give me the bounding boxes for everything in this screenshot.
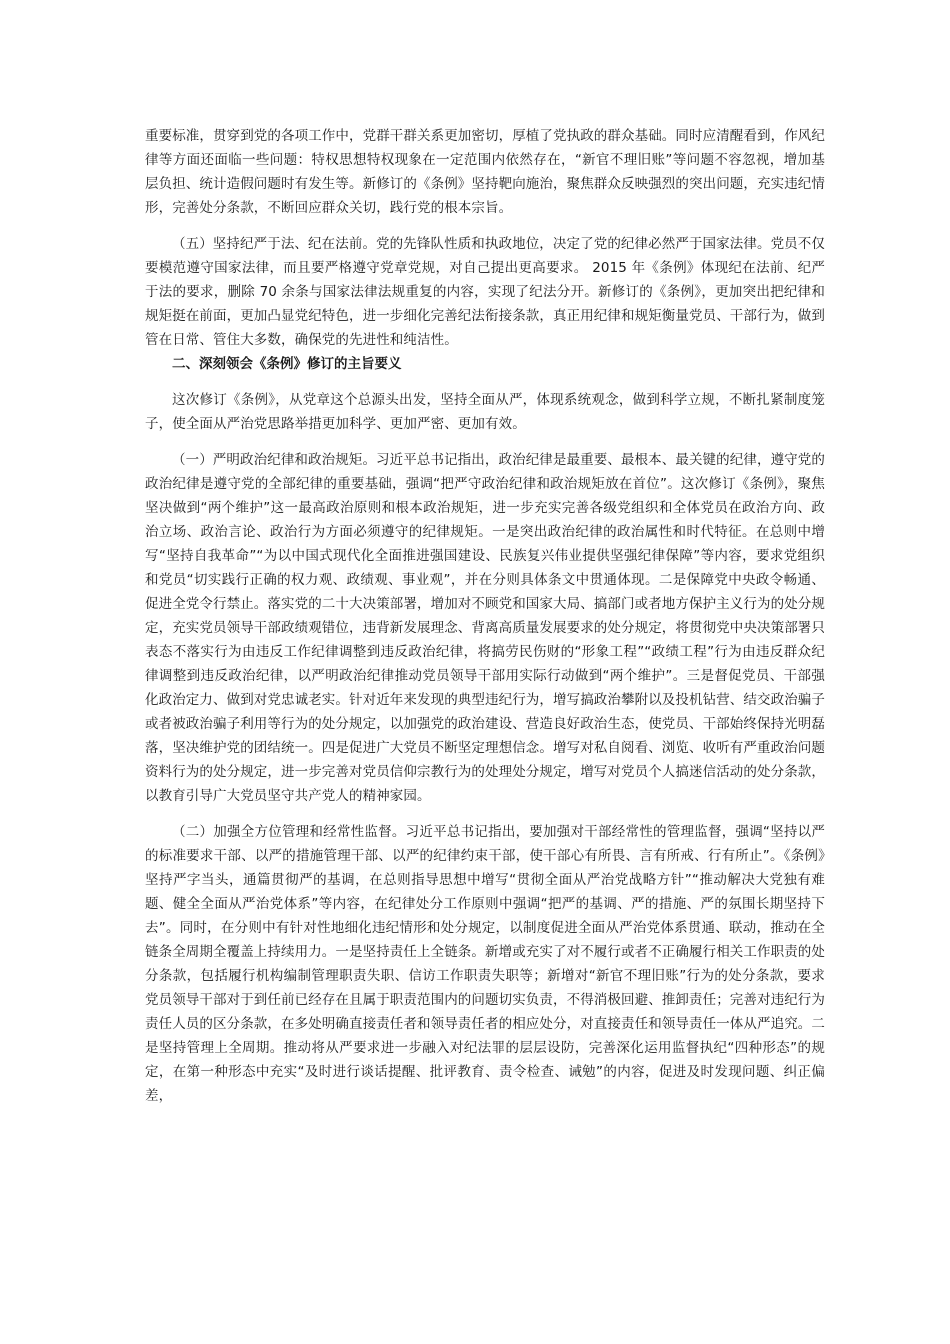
paragraph-section-five: （五）坚持纪严于法、纪在法前。党的先锋队性质和执政地位，决定了党的纪律必然严于国家法律。党员不仅要模范遵守国家法律，而且要严格遵守党章党规，对自己提出更高要求。 2015 年《条例》体现纪在法前、纪严于法的要求，删除 70 余条与国家法律法规重复的内容，实现了纪法分开。新修订的《条例》，更加突出把纪律和规矩挺在前面，更加凸显党纪特色，进一步细化完善纪法衔接条款，真正用纪律和规矩衡量党员、干部行为，做到管在日常、管住大多数，确保党的先进性和纯洁性。 — [145, 236, 825, 348]
paragraph-item-one: （一）严明政治纪律和政治规矩。习近平总书记指出，政治纪律是最重要、最根本、最关键的纪律，遵守党的政治纪律是遵守党的全部纪律的重要基础，强调“把严守政治纪律和政治规矩放在首位”。这次修订《条例》，聚焦坚决做到“两个维护”这一最高政治原则和根本政治规矩，进一步充实完善各级党组织和全体党员在政治方向、政治立场、政治言论、政治行为方面必须遵守的纪律规矩。一是突出政治纪律的政治属性和时代特征。在总则中增写“坚持自我革命”“为以中国式现代化全面推进强国建设、民族复兴伟业提供坚强纪律保障”等内容，要求党组织和党员“切实践行正确的权力观、政绩观、事业观”，并在分则具体条文中贯通体现。二是保障党中央政令畅通、促进全党令行禁止。落实党的二十大决策部署，增加对不顾党和国家大局、搞部门或者地方保护主义行为的处分规定，充实党员领导干部政绩观错位，违背新发展理念、背离高质量发展要求的处分规定，将贯彻党中央决策部署只表态不落实行为由违反工作纪律调整到违反政治纪律，将搞劳民伤财的“形象工程”“政绩工程”行为由违反群众纪律调整到违反政治纪律，以严明政治纪律推动党员领导干部用实际行动做到“两个维护”。三是督促党员、干部强化政治定力、做到对党忠诚老实。针对近年来发现的典型违纪行为，增写搞政治攀附以及投机钻营、结交政治骗子或者被政治骗子利用等行为的处分规定，以加强党的政治建设、营造良好政治生态，使党员、干部始终保持光明磊落，坚决维护党的团结统一。四是促进广大党员不断坚定理想信念。增写对私自阅看、浏览、收听有严重政治问题资料行为的处分规定，进一步完善对党员信仰宗教行为的处理处分规定，增写对党员个人搞迷信活动的处分条款，以教育引导广大党员坚守共产党人的精神家园。 — [145, 452, 825, 804]
section-heading-two: 二、深刻领会《条例》修订的主旨要义 — [172, 356, 402, 372]
paragraph-continuation: 重要标准，贯穿到党的各项工作中，党群干群关系更加密切，厚植了党执政的群众基础。同时应清醒看到，作风纪律等方面还面临一些问题：特权思想特权现象在一定范围内依然存在，“新官不理旧账”等问题不容忽视，增加基层负担、统计造假问题时有发生等。新修订的《条例》坚持靶向施治，聚焦群众反映强烈的突出问题，充实违纪情形，完善处分条款，不断回应群众关切，践行党的根本宗旨。 — [145, 128, 825, 216]
paragraph-intro: 这次修订《条例》，从党章这个总源头出发，坚持全面从严，体现系统观念，做到科学立规，不断扎紧制度笼子，使全面从严治党思路举措更加科学、更加严密、更加有效。 — [145, 392, 825, 432]
paragraph-item-two: （二）加强全方位管理和经常性监督。习近平总书记指出，要加强对干部经常性的管理监督，强调“坚持以严的标准要求干部、以严的措施管理干部、以严的纪律约束干部，使干部心有所畏、言有所戒、行有所止”。《条例》坚持严字当头，通篇贯彻严的基调，在总则指导思想中增写“贯彻全面从严治党战略方针”“推动解决大党独有难题、健全全面从严治党体系”等内容，在纪律处分工作原则中强调“把严的基调、严的措施、严的氛围长期坚持下去”。同时，在分则中有针对性地细化违纪情形和处分规定，以制度促进全面从严治党体系贯通、联动，推动在全链条全周期全覆盖上持续用力。一是坚持责任上全链条。新增或充实了对不履行或者不正确履行相关工作职责的处分条款，包括履行机构编制管理职责失职、信访工作职责失职等；新增对“新官不理旧账”行为的处分条款，要求党员领导干部对于到任前已经存在且属于职责范围内的问题切实负责，不得消极回避、推卸责任；完善对违纪行为责任人员的区分条款，在多处明确直接责任者和领导责任者的相应处分，对直接责任和领导责任一体从严追究。二是坚持管理上全周期。推动将从严要求进一步融入对纪法罪的层层设防，完善深化运用监督执纪“四种形态”的规定，在第一种形态中充实“及时进行谈话提醒、批评教育、责令检查、诫勉”的内容，促进及时发现问题、纠正偏差， — [145, 824, 825, 1104]
document-page — [145, 124, 825, 1108]
